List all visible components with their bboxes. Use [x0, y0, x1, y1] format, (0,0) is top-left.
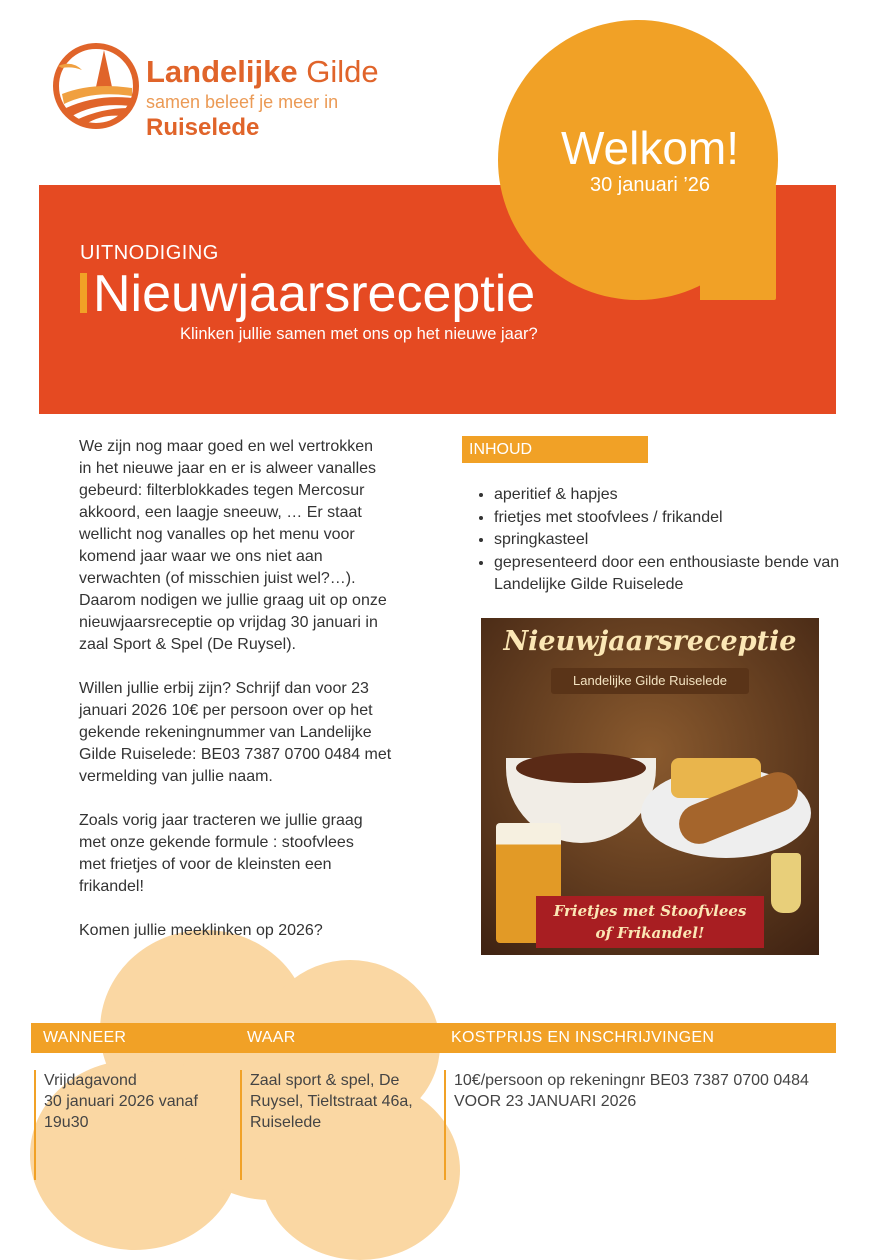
- poster-banner-line: Frietjes met Stoofvlees: [553, 902, 747, 920]
- paragraph: Willen jullie erbij zijn? Schrijf dan voor 23 januari 2026 10€ per persoon over op het gekende rekeningnummer van Landelijke Gilde Ruiselede: BE03 7387 0700 0484 met vermelding van jullie naam.: [79, 680, 392, 785]
- logo: [52, 42, 140, 130]
- champagne-glass: [771, 853, 801, 913]
- info-heading-when: WANNEER: [43, 1029, 127, 1046]
- title-accent-bar: [80, 273, 87, 313]
- welcome-bubble-tail: [700, 185, 776, 300]
- poster-title: Nieuwjaarsreceptie: [503, 626, 797, 657]
- poster-banner: [536, 896, 764, 948]
- inhoud-list: [474, 484, 844, 597]
- paragraph: Komen jullie meeklinken op 2026?: [79, 922, 323, 939]
- page-subtitle: Klinken jullie samen met ons op het nieuwe jaar?: [180, 325, 538, 343]
- stew-meat: [516, 753, 646, 783]
- page-title-text: Nieuwjaarsreceptie: [93, 265, 536, 323]
- poster-banner-line: of Frikandel!: [595, 924, 705, 942]
- list-item: • springkasteel: [494, 529, 844, 552]
- info-where: Zaal sport & spel, De Ruysel, Tieltstraat 46a, Ruiselede: [240, 1070, 440, 1180]
- welcome-title: Welkom!: [560, 122, 740, 174]
- paragraph: We zijn nog maar goed en wel vertrokken in het nieuwe jaar en er is alweer vanalles gebeurd: filterblokkades tegen Mercosur akkoord, een laagje sneeuw, … Er staat wellicht nog vanalles op het menu voor komend jaar waar we ons niet aan verwachten (of misschien juist wel?…). Daarom nodigen we jullie graag uit op onze nieuwjaarsreceptie op vrijdag 30 januari in zaal Sport & Spel (De Ruysel).: [79, 438, 387, 653]
- info-when: Vrijdagavond 30 januari 2026 vanaf 19u30: [34, 1070, 234, 1180]
- logo-name: [146, 55, 379, 89]
- logo-emblem-icon: [52, 42, 140, 130]
- logo-tagline: samen beleef je meer in: [146, 92, 339, 112]
- logo-name-bold: Landelijke: [146, 54, 298, 89]
- logo-name-light: Gilde: [306, 54, 379, 89]
- logo-place: Ruiselede: [146, 114, 260, 141]
- event-poster-image: [481, 618, 819, 955]
- info-heading-where: WAAR: [247, 1029, 296, 1046]
- page-title: [80, 265, 536, 323]
- body-text: [79, 436, 449, 964]
- inhoud-heading: INHOUD: [462, 436, 648, 463]
- list-item: • gepresenteerd door een enthousiaste bende van Landelijke Gilde Ruiselede: [494, 552, 844, 597]
- info-cost: 10€/persoon op rekeningnr BE03 7387 0700 0484 VOOR 23 JANUARI 2026: [444, 1070, 839, 1180]
- list-item: • frietjes met stoofvlees / frikandel: [494, 507, 844, 530]
- kicker: UITNODIGING: [80, 242, 219, 264]
- poster-subtitle: Landelijke Gilde Ruiselede: [551, 668, 749, 694]
- info-heading-cost: KOSTPRIJS EN INSCHRIJVINGEN: [451, 1029, 715, 1046]
- list-item: • aperitief & hapjes: [494, 484, 844, 507]
- paragraph: Zoals vorig jaar tracteren we jullie graag met onze gekende formule : stoofvlees met frietjes of voor de kleinsten een frikandel!: [79, 812, 363, 895]
- info-bar: [31, 1023, 836, 1053]
- welcome-date: 30 januari ’26: [589, 174, 711, 196]
